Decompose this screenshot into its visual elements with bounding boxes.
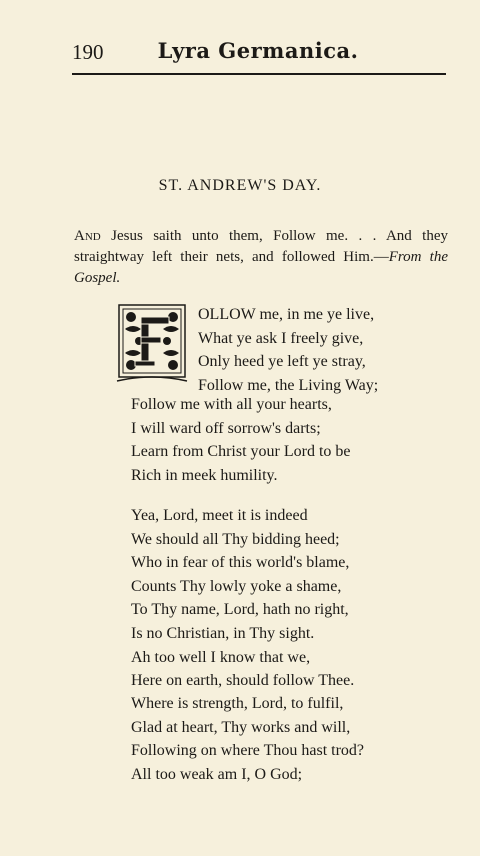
stanza-2 [131, 504, 354, 693]
epigraph [74, 226, 448, 289]
verse-line: Who in fear of this world's blame, [131, 554, 350, 572]
verse-line: Follow me with all your hearts, [131, 396, 332, 413]
ornamental-initial-icon [115, 303, 189, 383]
stanza-3 [131, 692, 364, 786]
verse-line: OLLOW me, in me ye live, [198, 306, 375, 323]
page-header [72, 36, 444, 66]
verse-line: What ye ask I freely give, [198, 329, 364, 347]
running-title: Lyra Germanica. [157, 38, 359, 63]
verse-line: Yea, Lord, meet it is indeed [131, 507, 308, 524]
verse-line: Here on earth, should follow Thee. [131, 672, 355, 690]
epigraph-text: Jesus saith unto them, Follow me. . . And they straightway left their nets, and followed Him.— [74, 228, 448, 265]
verse-line: Follow me, the Living Way; [198, 376, 379, 394]
verse-line: I will ward off sorrow's darts; [131, 419, 321, 437]
verse-line: Learn from Christ your Lord to be [131, 443, 351, 461]
verse-line: Counts Thy lowly yoke a shame, [131, 577, 342, 595]
epigraph-lead-word: And [74, 228, 101, 244]
verse-line: Ah too well I know that we, [131, 648, 311, 666]
verse-line: Following on where Thou hast trod? [131, 742, 365, 760]
verse-line: To Thy name, Lord, hath no right, [131, 601, 349, 619]
verse-line: We should all Thy bidding heed; [131, 530, 340, 548]
verse-line: Glad at heart, Thy works and will, [131, 718, 351, 736]
epigraph-source: From the Gospel. [74, 249, 448, 286]
page-number: 190 [72, 40, 104, 64]
stanza-1 [131, 393, 351, 487]
verse-line: Is no Christian, in Thy sight. [131, 624, 315, 642]
verse-line: All too weak am I, O God; [131, 765, 303, 783]
verse-line: Only heed ye left ye stray, [198, 353, 366, 371]
header-rule [72, 73, 446, 75]
verse-line: Rich in meek humility. [131, 466, 278, 484]
poem-title: ST. ANDREW'S DAY. [158, 177, 322, 194]
stanza-1-indented [198, 303, 378, 397]
verse-line: Where is strength, Lord, to fulfil, [131, 695, 344, 712]
